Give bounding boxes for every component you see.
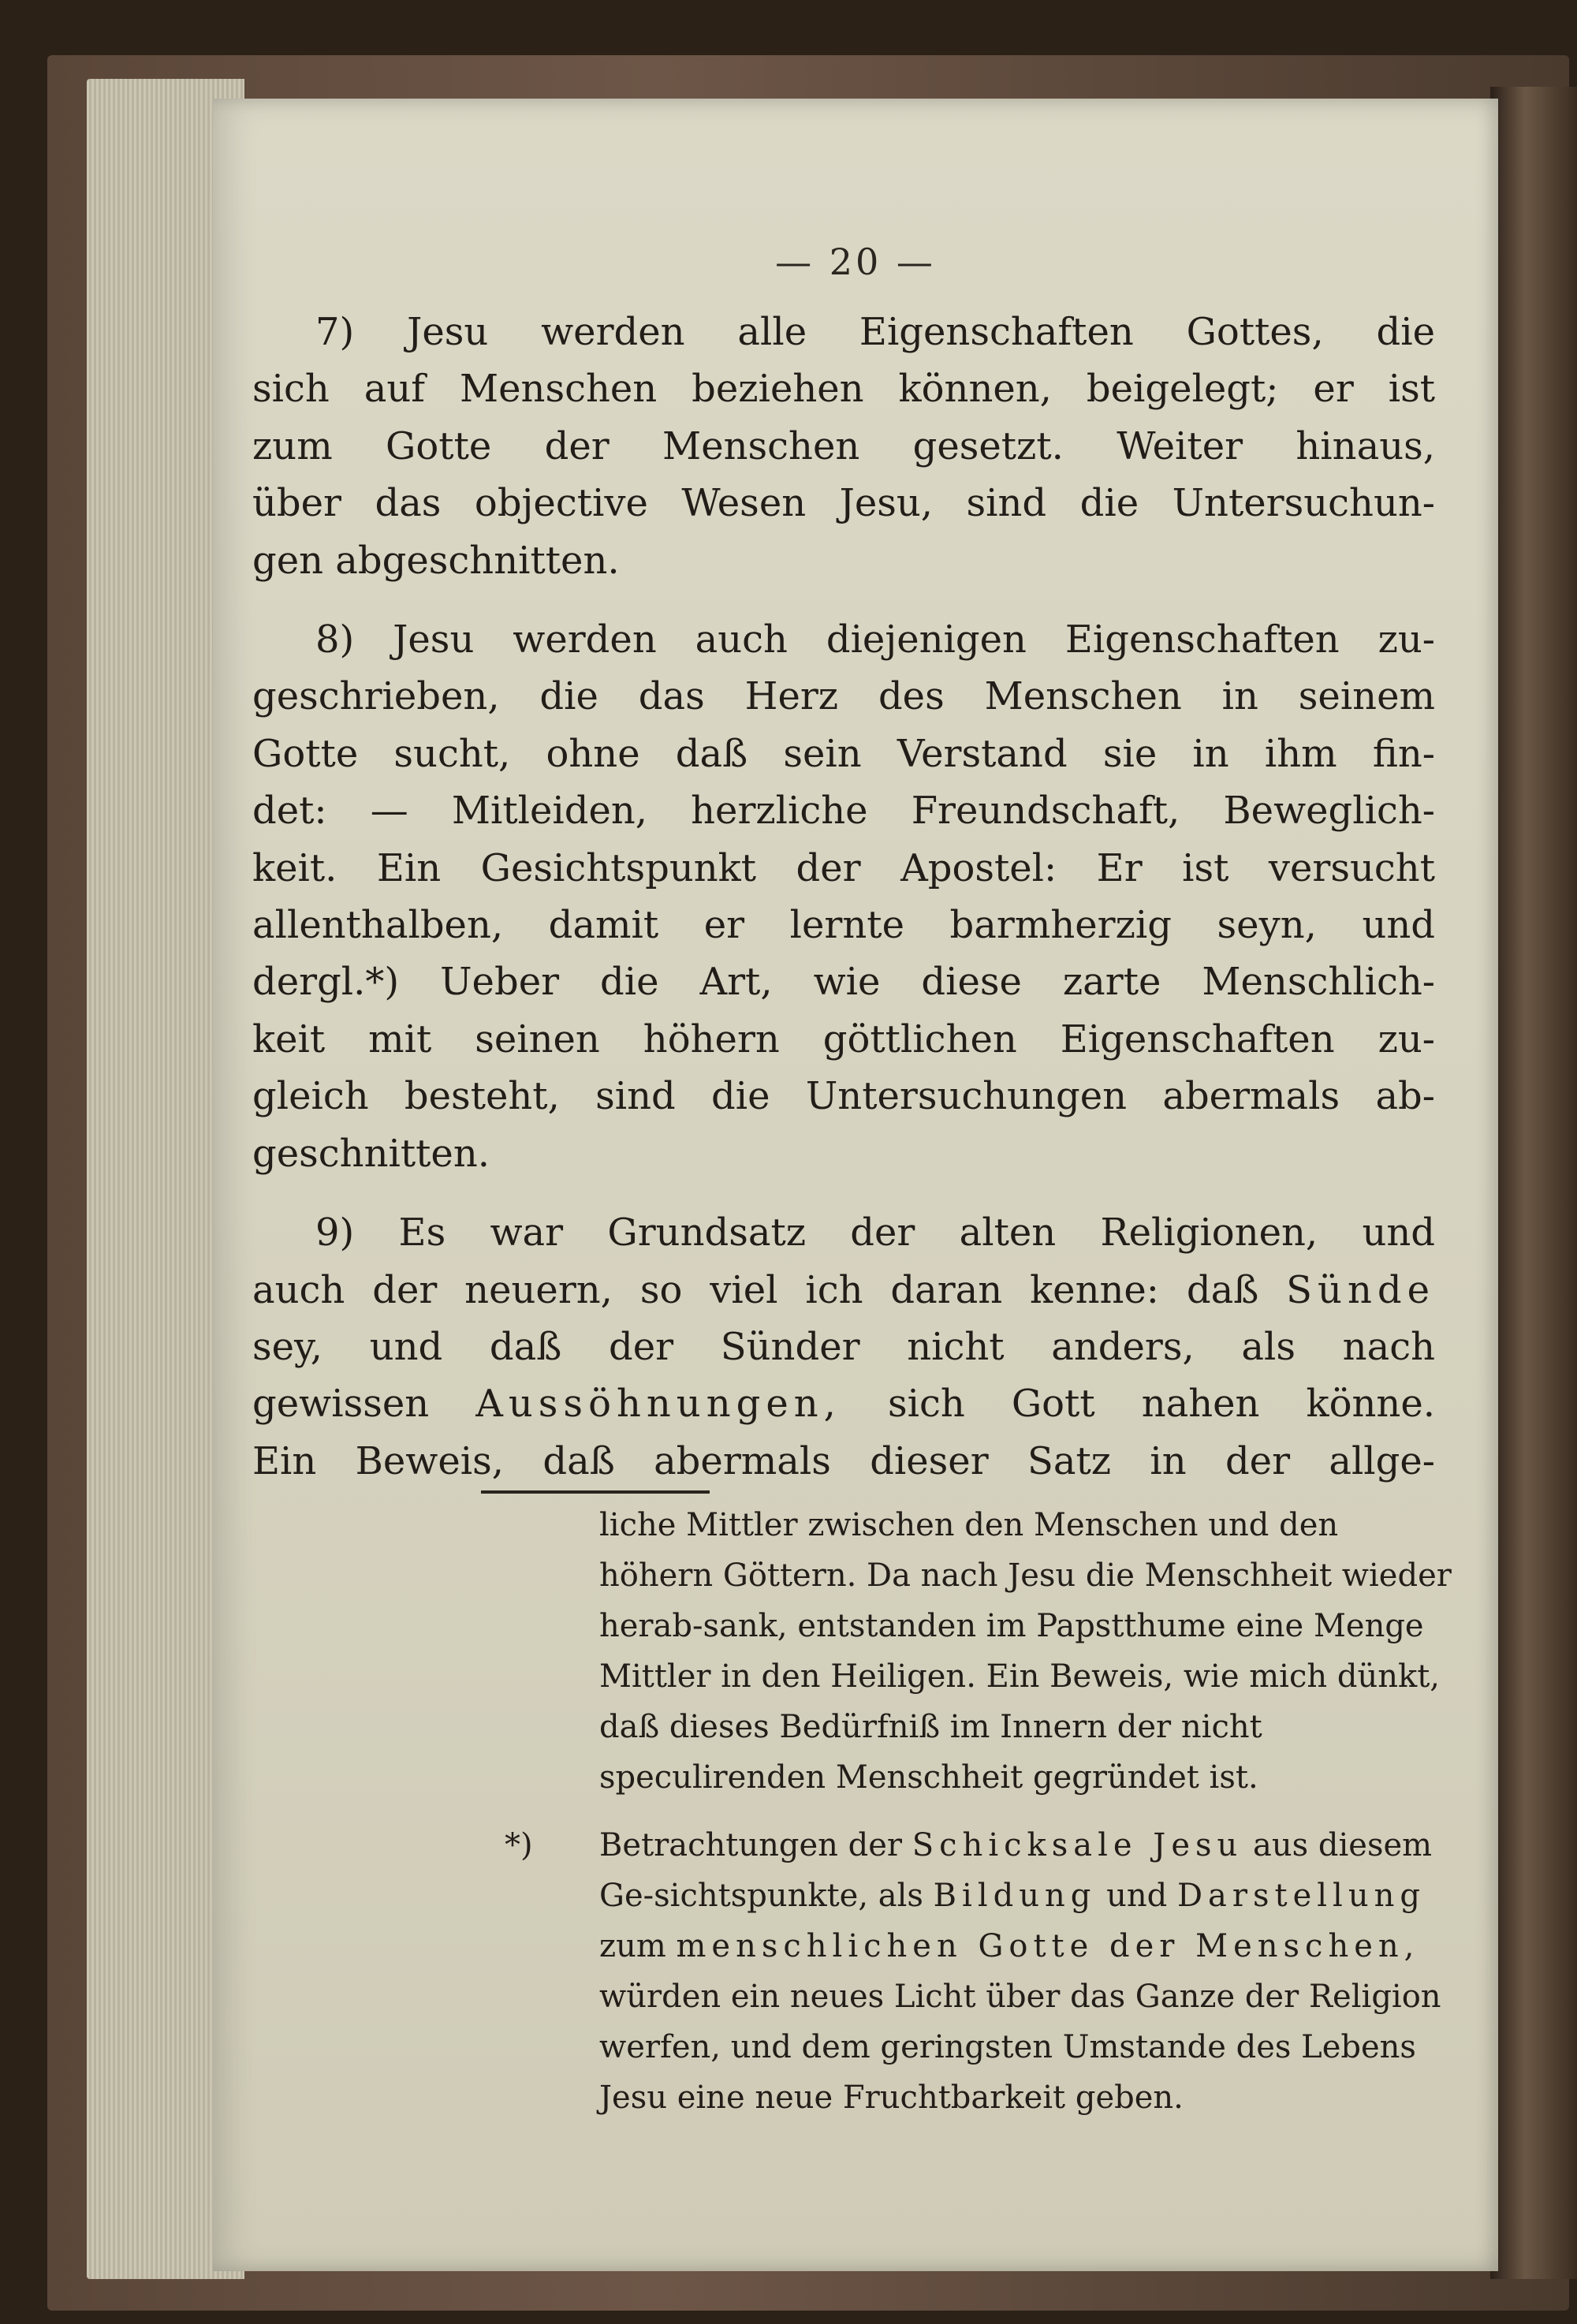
text-line [252,1375,1435,1432]
emphasized-word: Sünde [1286,1267,1435,1312]
text-line: dergl.*) Ueber die Art, wie diese zarte Menschlich- [252,960,1435,1005]
text-line: Gotte sucht, ohne daß sein Verstand sie in ihm fin- [252,731,1435,776]
text-line: geschnitten. [252,1131,490,1176]
book-spine-edge [1490,87,1577,2279]
paragraph-9 [252,1204,1435,1490]
body-text [252,304,1435,1512]
text-line: über das objective Wesen Jesu, sind die Untersuchun- [252,481,1435,526]
text-line: 9) Es war Grundsatz der alten Religionen, und [315,1210,1435,1255]
footnotes [505,1500,1459,2123]
page-number: — 20 — [775,241,936,283]
text-fragment: würden ein neues Licht über das Ganze der Religion werfen, und dem geringsten Umstande des Lebens Jesu eine neue Fruchtbarkeit geben. [599,1979,1441,2116]
footnote-divider [481,1490,710,1494]
emphasized-phrase: Schicksale Jesu [912,1827,1243,1863]
paragraph-8 [252,611,1435,1182]
text-line: Ein Beweis, daß abermals dieser Satz in der allge- [252,1438,1435,1483]
text-fragment: Betrachtungen der [599,1827,912,1863]
text-line: gleich besteht, sind die Untersuchungen abermals ab- [252,1074,1435,1119]
text-fragment: sich Gott nahen könne. [841,1382,1435,1427]
text-fragment: gewissen [252,1382,476,1427]
text-line [252,1262,1435,1319]
text-line: geschrieben, die das Herz des Menschen in seinem [252,674,1435,719]
footnote [505,1820,1459,2123]
text-line: 7) Jesu werden alle Eigenschaften Gottes, die [315,310,1435,354]
text-line: det: — Mitleiden, herzliche Freundschaft, Beweglich- [252,789,1435,834]
text-line: gen abgeschnitten. [252,538,620,583]
text-fragment: auch der neuern, so viel ich daran kenne: daß [252,1267,1287,1312]
emphasized-phrase: Bildung [933,1878,1097,1914]
footnote-mark: *) [505,1827,533,1863]
paragraph-7 [252,304,1435,589]
text-line: zum Gotte der Menschen gesetzt. Weiter hinaus, [252,423,1435,468]
text-fragment: zum [599,1928,677,1964]
emphasized-phrase: Darstellung [1176,1878,1426,1914]
text-line: keit mit seinen höhern göttlichen Eigenschaften zu- [252,1017,1435,1061]
emphasized-phrase: menschlichen Gotte der Menschen, [676,1928,1420,1964]
text-line: 8) Jesu werden auch diejenigen Eigenschaften zu- [315,617,1435,662]
text-fragment: aus diesem Ge-sichtspunkte, als [599,1827,1433,1914]
emphasized-word: Aussöhnungen, [475,1382,841,1427]
text-line: sich auf Menschen beziehen können, beigelegt; er ist [252,367,1435,412]
text-line: keit. Ein Gesichtspunkt der Apostel: Er ist versucht [252,845,1435,890]
footnote-continuation: liche Mittler zwischen den Menschen und den höhern Göttern. Da nach Jesu die Menschheit wieder herab-sank, entstanden im Papstthume eine Menge Mittler in den Heiligen. Ein Beweis, wie mich dünkt, daß dieses Bedürfniß im Innern der nicht speculirenden Menschheit gegründet ist. [599,1507,1452,1796]
text-fragment: und [1096,1878,1177,1914]
text-line: sey, und daß der Sünder nicht anders, als nach [252,1324,1435,1369]
text-line: allenthalben, damit er lernte barmherzig seyn, und [252,903,1435,948]
